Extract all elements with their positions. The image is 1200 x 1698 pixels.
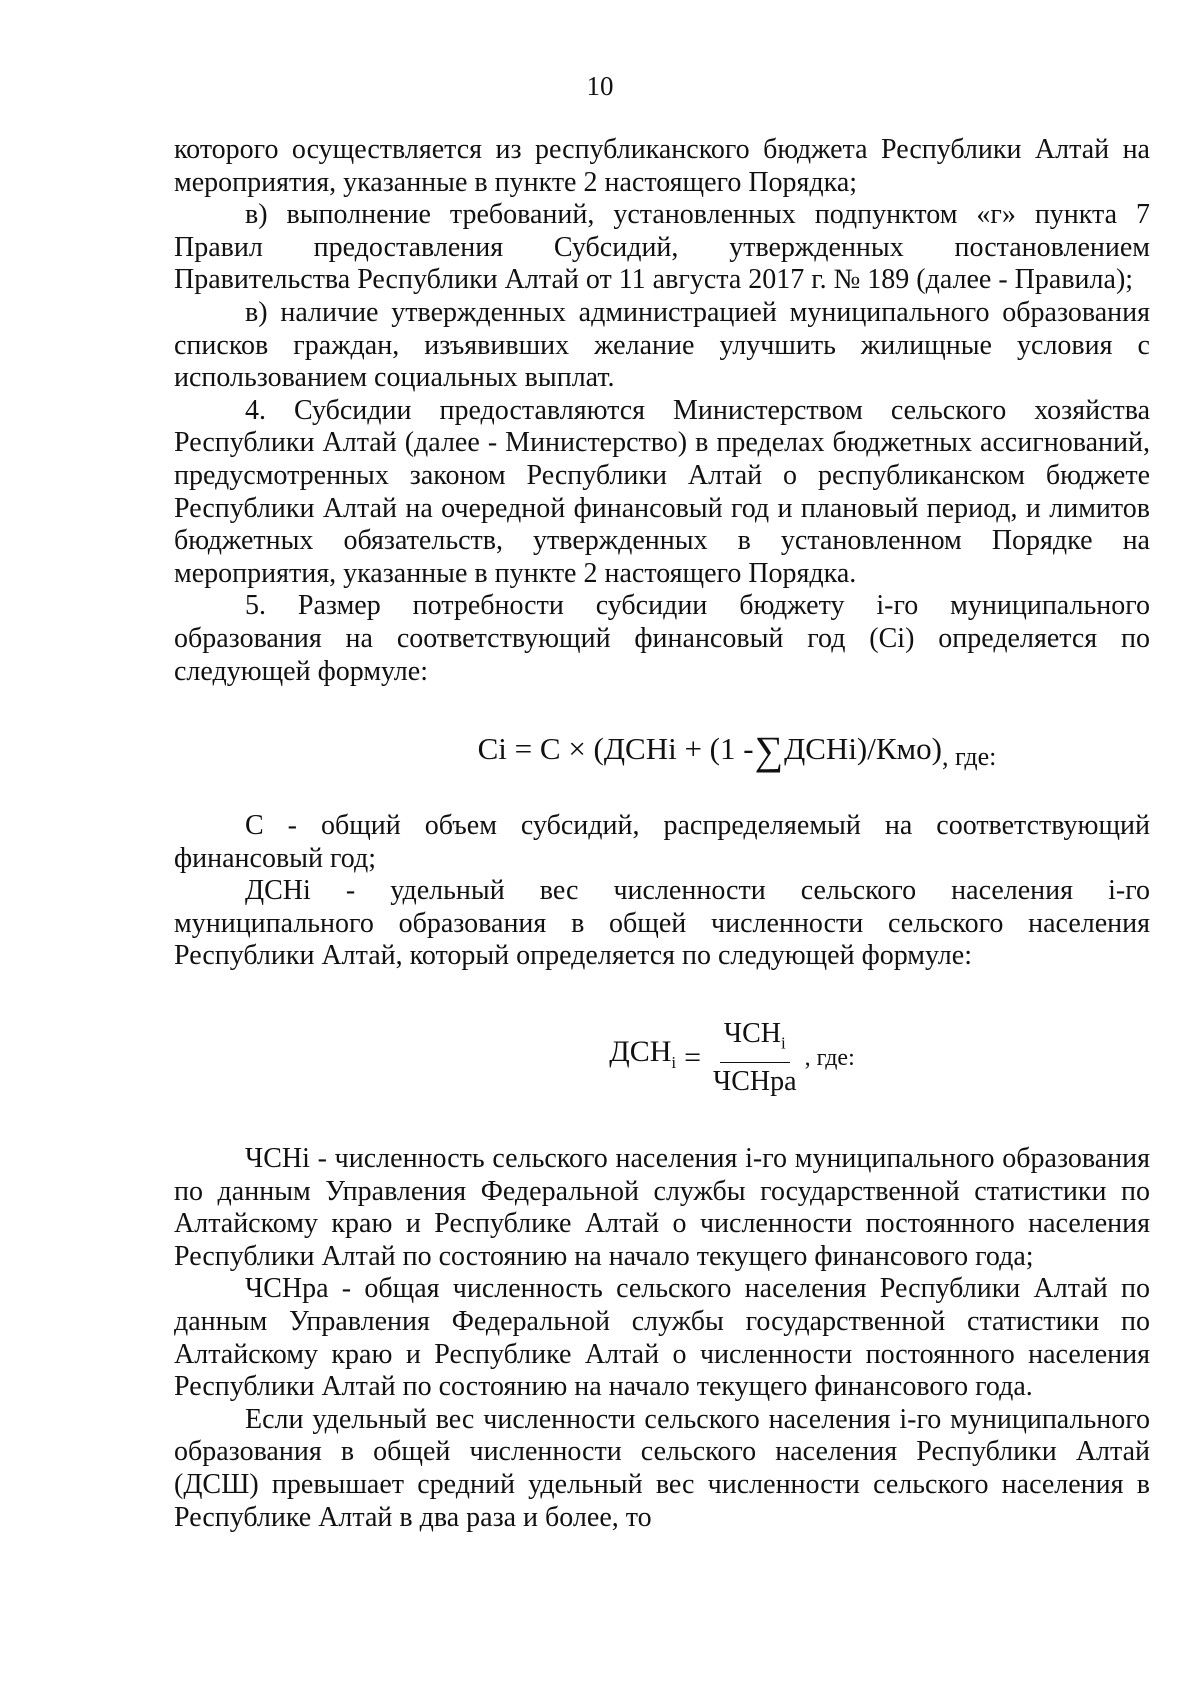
formula-share-fraction (709, 1017, 801, 1100)
formula-share-equals: = (684, 1040, 702, 1074)
paragraph-definition-dsn: ДСНi - удельный вес численности сельского населения i-го муниципального образования в общей численности сельского населения Республики Алтай, который определяется по следующей формуле: (174, 875, 1150, 972)
fraction-denominator: ЧСНра (713, 1066, 797, 1098)
formula-subsidy-left: Ci = C × (ДСНi + (1 - (477, 730, 754, 766)
paragraph-continuation: которого осуществляется из республиканского бюджета Республики Алтай на мероприятия, указанные в пункте 2 настоящего Порядка; (174, 134, 1150, 198)
formula-subsidy-suffix: , где: (942, 741, 997, 771)
paragraph-definition-c: С - общий объем субсидий, распределяемый на соответствующий финансовый год; (174, 810, 1150, 874)
formula-subsidy (174, 688, 1150, 810)
formula-share (174, 973, 1150, 1143)
sigma-symbol: ∑ (754, 728, 784, 774)
formula-share-suffix: , где: (804, 1044, 855, 1071)
fraction-numerator-sub: i (780, 1033, 786, 1053)
paragraph-requirement-rules: в) выполнение требований, установленных подпунктом «г» пункта 7 Правил предоставления Субсидий, утвержденных постановлением Правительства Республики Алтай от 11 августа 2017 г. № 189 (далее - Правила); (174, 199, 1150, 296)
paragraph-definition-chsnra: ЧСНра - общая численность сельского населения Республики Алтай по данным Управления Федеральной службы государственной статистики по Алтайскому краю и Республике Алтай о численности постоянного населения Республики Алтай по состоянию на начало текущего финансового года. (174, 1273, 1150, 1403)
fraction-numerator-text: ЧСН (723, 1017, 781, 1049)
paragraph-item-4: 4. Субсидии предоставляются Министерством сельского хозяйства Республики Алтай (далее - Министерство) в пределах бюджетных ассигнований, предусмотренных законом Республики Алтай о республиканском бюджете Республики Алтай на очередной финансовый год и плановый период, и лимитов бюджетных обязательств, утвержденных в установленном Порядке на мероприятия, указанные в пункте 2 настоящего Порядка. (174, 394, 1150, 589)
page-number: 10 (586, 71, 614, 101)
formula-subsidy-right: ДСНi)/Кмо) (784, 730, 942, 766)
paragraph-citizen-lists: в) наличие утвержденных администрацией муниципального образования списков граждан, изъявивших желание улучшить жилищные условия с использованием социальных выплат. (174, 296, 1150, 394)
formula-share-lhs-sub: i (671, 1053, 677, 1073)
paragraph-definition-chsn: ЧСНi - численность сельского населения i-го муниципального образования по данным Управления Федеральной службы государственной статистики по Алтайскому краю и Республике Алтай о численности постоянного населения Республики Алтай по состоянию на начало текущего финансового года; (174, 1143, 1150, 1272)
paragraph-item-5: 5. Размер потребности субсидии бюджету i-го муниципального образования на соответствующий финансовый год (Ci) определяется по следующей формуле: (174, 590, 1150, 687)
formula-share-lhs (609, 1036, 676, 1080)
document-body (174, 134, 1150, 1534)
formula-share-lhs-text: ДСН (609, 1035, 672, 1069)
paragraph-condition: Если удельный вес численности сельского населения i-го муниципального образования в общей численности сельского населения Республики Алтай (ДСШ) превышает средний удельный вес численности сельского населения в Республике Алтай в два раза и более, то (174, 1403, 1150, 1533)
fraction-numerator (720, 1017, 790, 1064)
